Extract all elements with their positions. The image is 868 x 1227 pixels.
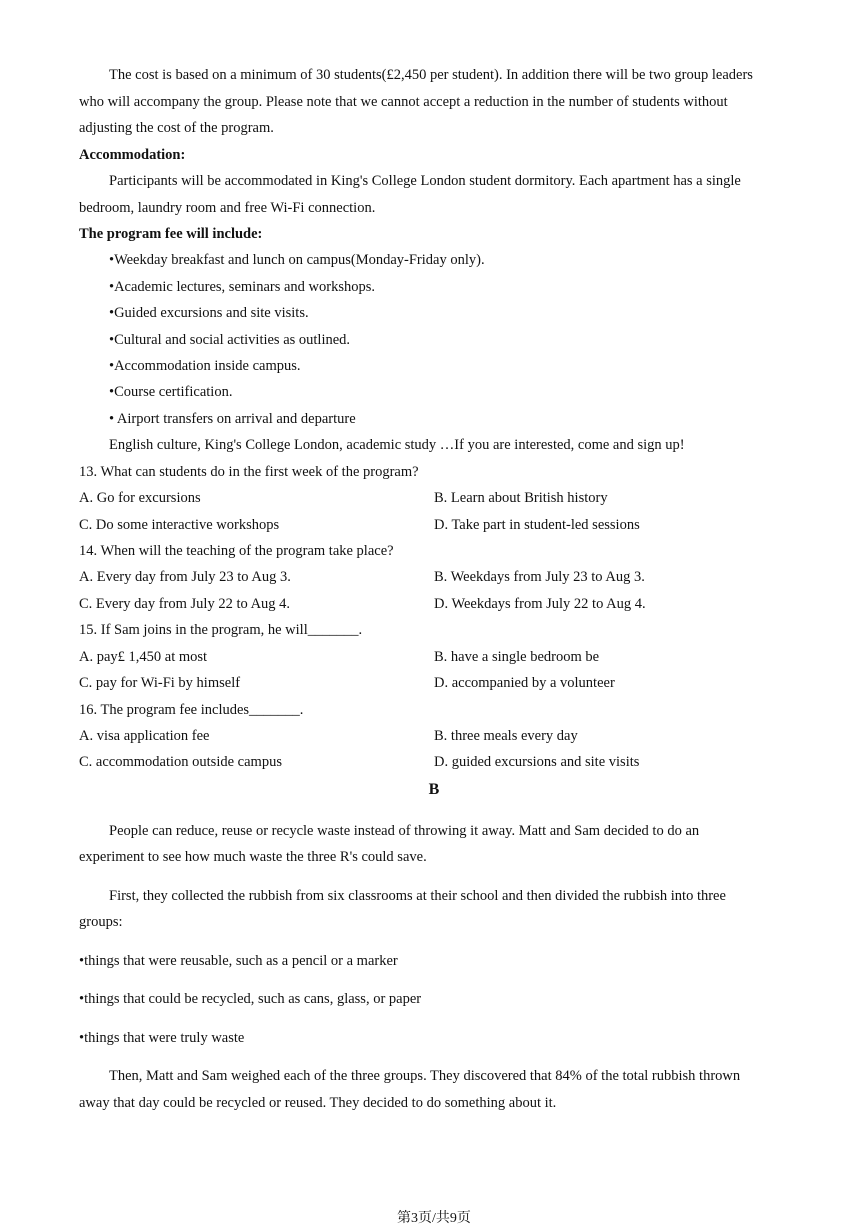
accommodation-heading: Accommodation: bbox=[79, 147, 186, 163]
cost-line-2: who will accompany the group. Please note that we cannot accept a reduction in the number of students without bbox=[79, 94, 728, 110]
option-c: C. accommodation outside campus bbox=[79, 754, 282, 770]
bullet-item: •things that were reusable, such as a pencil or a marker bbox=[79, 953, 398, 969]
option-a: A. visa application fee bbox=[79, 728, 210, 744]
fee-closing: English culture, King's College London, academic study …If you are interested, come and sign up! bbox=[109, 437, 685, 453]
fee-item: • Airport transfers on arrival and departure bbox=[109, 411, 356, 427]
bullet-item: •things that were truly waste bbox=[79, 1030, 245, 1046]
bullet-item: •things that could be recycled, such as cans, glass, or paper bbox=[79, 991, 422, 1007]
option-d: D. guided excursions and site visits bbox=[434, 754, 640, 770]
page-footer: 第3页/共9页 bbox=[397, 1211, 471, 1226]
option-b: B. Weekdays from July 23 to Aug 3. bbox=[434, 569, 645, 585]
cost-line-3: adjusting the cost of the program. bbox=[79, 120, 274, 136]
paragraph-line: groups: bbox=[79, 914, 123, 930]
option-c: C. pay for Wi-Fi by himself bbox=[79, 675, 241, 691]
paragraph-line: First, they collected the rubbish from six classrooms at their school and then divided the rubbish into three bbox=[109, 888, 726, 904]
option-c: C. Every day from July 22 to Aug 4. bbox=[79, 596, 291, 612]
paragraph-line: away that day could be recycled or reused. They decided to do something about it. bbox=[79, 1095, 557, 1111]
option-b: B. have a single bedroom be bbox=[434, 649, 600, 665]
paragraph-line: experiment to see how much waste the three R's could save. bbox=[79, 849, 427, 865]
option-c: C. Do some interactive workshops bbox=[79, 517, 280, 533]
cost-line-1: The cost is based on a minimum of 30 students(£2,450 per student). In addition there will be two group leaders bbox=[109, 67, 753, 83]
fee-item: •Course certification. bbox=[109, 384, 233, 400]
option-d: D. Take part in student-led sessions bbox=[434, 517, 640, 533]
option-a: A. Go for excursions bbox=[79, 490, 201, 506]
question-stem: 13. What can students do in the first week of the program? bbox=[79, 464, 419, 480]
option-d: D. accompanied by a volunteer bbox=[434, 675, 615, 691]
fee-item: •Cultural and social activities as outlined. bbox=[109, 332, 351, 348]
accommodation-line-2: bedroom, laundry room and free Wi-Fi connection. bbox=[79, 200, 376, 216]
paragraph-line: Then, Matt and Sam weighed each of the three groups. They discovered that 84% of the total rubbish thrown bbox=[109, 1068, 741, 1084]
paragraph-line: People can reduce, reuse or recycle waste instead of throwing it away. Matt and Sam decided to do an bbox=[109, 823, 700, 839]
option-a: A. Every day from July 23 to Aug 3. bbox=[79, 569, 291, 585]
question-stem: 16. The program fee includes_______. bbox=[79, 702, 304, 718]
option-d: D. Weekdays from July 22 to Aug 4. bbox=[434, 596, 646, 612]
section-label: B bbox=[428, 781, 440, 798]
accommodation-line-1: Participants will be accommodated in King's College London student dormitory. Each apartment has a single bbox=[109, 173, 741, 189]
fee-item: •Weekday breakfast and lunch on campus(Monday-Friday only). bbox=[109, 252, 485, 268]
option-b: B. Learn about British history bbox=[434, 490, 608, 506]
question-stem: 14. When will the teaching of the program take place? bbox=[79, 543, 394, 559]
question-stem: 15. If Sam joins in the program, he will_______. bbox=[79, 622, 363, 638]
fee-heading: The program fee will include: bbox=[79, 226, 263, 242]
option-a: A. pay£ 1,450 at most bbox=[79, 649, 208, 665]
fee-item: •Guided excursions and site visits. bbox=[109, 305, 309, 321]
option-b: B. three meals every day bbox=[434, 728, 578, 744]
fee-item: •Academic lectures, seminars and workshops. bbox=[109, 279, 375, 295]
fee-item: •Accommodation inside campus. bbox=[109, 358, 301, 374]
